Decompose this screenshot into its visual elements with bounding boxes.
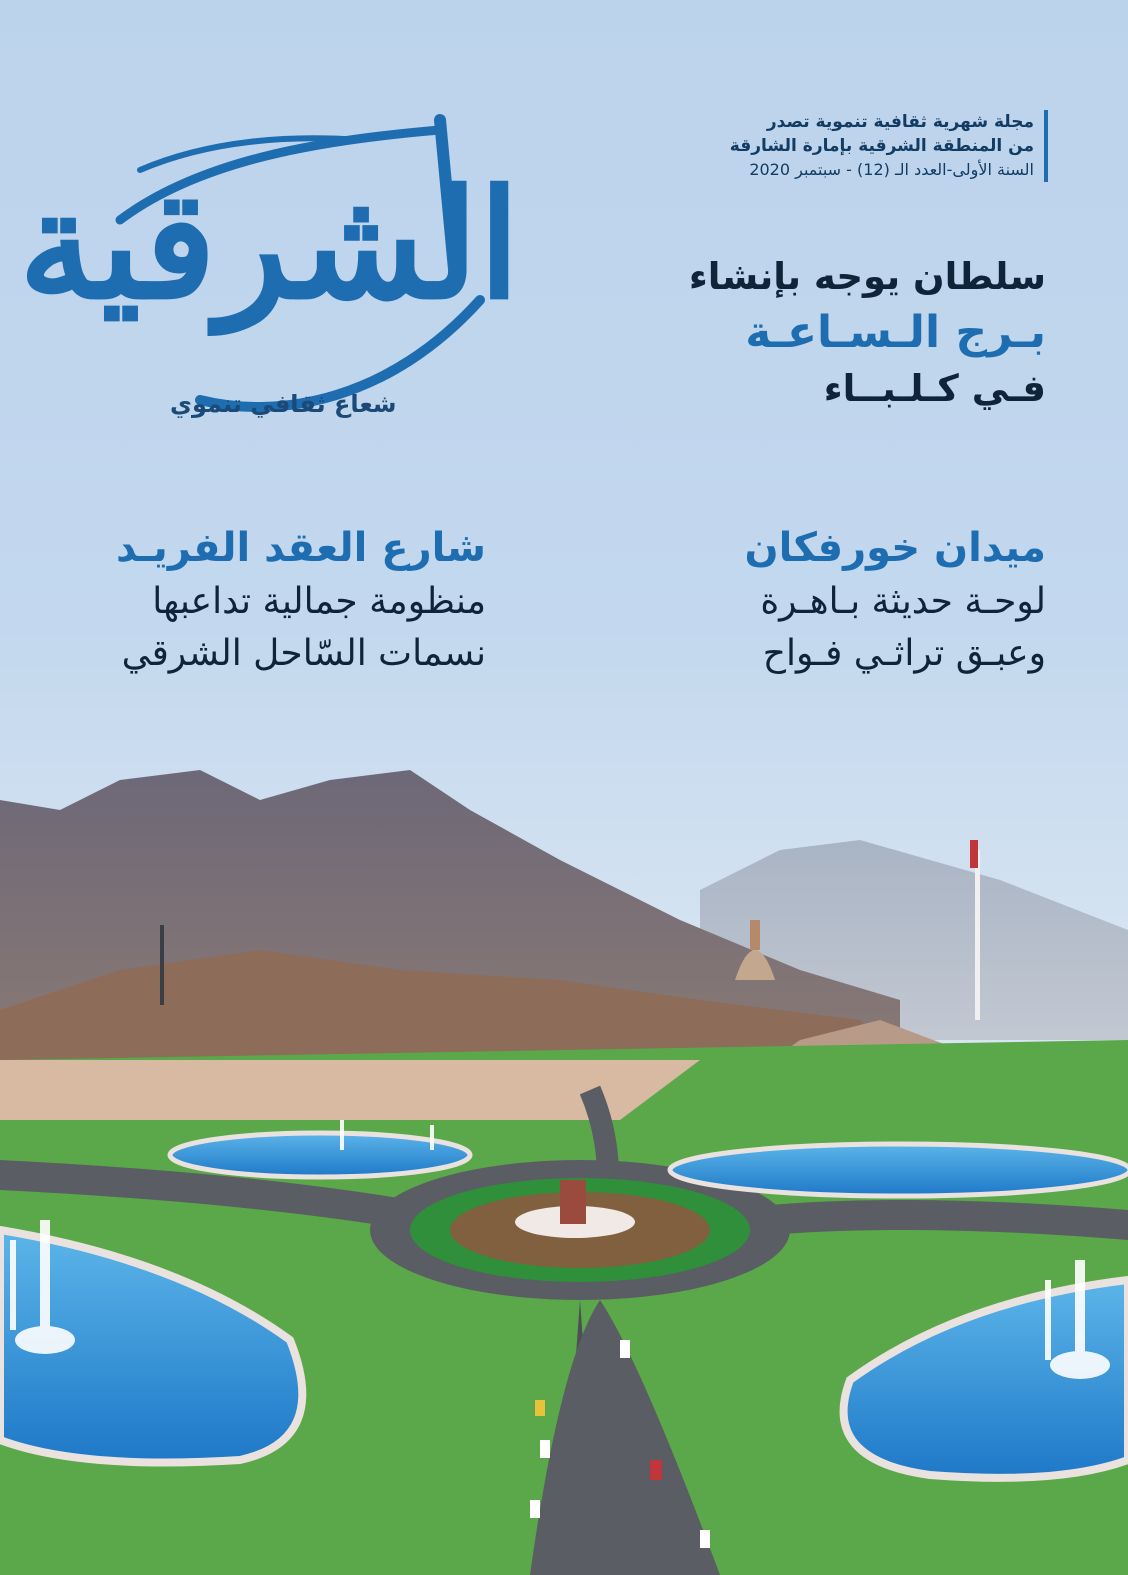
- story-subtitle-1: منظومة جمالية تداعبها: [152, 581, 486, 622]
- headline-line-1: سلطان يوجه بإنشاء: [688, 255, 1046, 298]
- info-line-2: من المنطقة الشرقية بإمارة الشارقة: [729, 136, 1034, 156]
- story-subtitle-1: لوحـة حديثة بـاهـرة: [760, 581, 1046, 622]
- magazine-title: الشرقية: [18, 157, 520, 333]
- headline-line-2: بـرج الـسـاعـة: [745, 307, 1046, 358]
- story-subtitle-2: وعبـق تراثـي فـواح: [762, 633, 1046, 674]
- story-title: شارع العقد الفريـد: [116, 525, 486, 571]
- calligraphy-swash-icon: [18, 100, 520, 440]
- headline-line-3: فـي كـلـبــاء: [823, 367, 1046, 410]
- info-line-1: مجلة شهرية ثقافية تنموية تصدر: [766, 112, 1034, 132]
- issue-number: السنة الأولى-العدد الـ (12) - سبتمبر 2020: [749, 160, 1034, 179]
- main-headline: [626, 250, 1046, 416]
- landscape-illustration: [0, 740, 1128, 1575]
- story-street: [66, 520, 486, 680]
- masthead-logo: [18, 100, 520, 440]
- story-title: ميدان خورفكان: [744, 525, 1046, 571]
- story-khorfakkan: [626, 520, 1046, 680]
- issue-info: [674, 110, 1048, 182]
- story-subtitle-2: نسمات السّاحل الشرقي: [121, 633, 486, 674]
- cover-photo-roundabout: [0, 740, 1128, 1575]
- magazine-tagline: شعاع ثقافي تنموي: [170, 390, 397, 418]
